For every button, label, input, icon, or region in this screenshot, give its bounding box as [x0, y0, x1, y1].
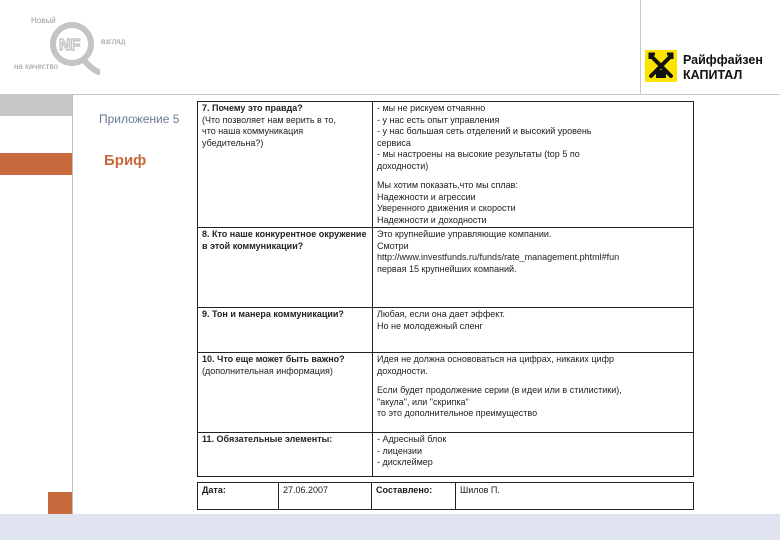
answer-cell	[373, 433, 694, 477]
header-vertical-divider	[640, 0, 641, 94]
spacer	[377, 377, 689, 385]
answer-line: Но не молодежный сленг	[377, 320, 483, 331]
raiffeisen-logo	[645, 50, 775, 90]
page-title: Бриф	[104, 152, 147, 169]
question-note: (Что позволяет нам верить в то,	[202, 114, 336, 125]
answer-line: первая 15 крупнейших компаний.	[377, 263, 517, 274]
question-cell	[198, 433, 373, 477]
question-note: убедительна?)	[202, 137, 264, 148]
answer-line: "акула", или "скрипка"	[377, 396, 469, 407]
answer-cell	[373, 102, 694, 228]
answer-line: Идея не должна основоваться на цифрах, никаких цифр	[377, 354, 614, 364]
table-row	[198, 483, 694, 510]
question-note: (дополнительная информация)	[202, 365, 333, 376]
answer-line: Если будет продолжение серии (в идеи или в стилистики),	[377, 385, 622, 395]
bottom-accent-bar	[48, 492, 72, 514]
raiffeisen-badge-icon	[645, 50, 677, 82]
answer-cell	[373, 308, 694, 353]
answer-line: - у нас есть опыт управления	[377, 114, 500, 125]
answer-line: доходности.	[377, 365, 428, 376]
answer-line: - лицензии	[377, 445, 422, 456]
logo-new-text: Новый	[31, 16, 56, 25]
logo-quality-text: на качество	[14, 62, 58, 71]
company-name-line1: Райффайзен	[683, 53, 763, 67]
answer-cell	[373, 353, 694, 433]
table-row	[198, 353, 694, 433]
answer-line: Смотри	[377, 240, 409, 251]
table-row	[198, 308, 694, 353]
table-row	[198, 433, 694, 477]
question-cell	[198, 228, 373, 308]
answer-link[interactable]: http://www.investfunds.ru/funds/rate_management.phtml#fun	[377, 252, 620, 262]
company-name-line2: КАПИТАЛ	[683, 68, 743, 82]
header-divider	[72, 94, 780, 95]
sidebar-grey-bar	[0, 94, 72, 116]
answer-line: Надежности и доходности	[377, 214, 487, 225]
appendix-label: Приложение 5	[99, 112, 180, 126]
answer-line: - у нас большая сеть отделений и высокий уровень	[377, 126, 592, 136]
answer-line: Это крупнейшие управляющие компании.	[377, 229, 552, 239]
question-cell	[198, 102, 373, 228]
answer-line: то это дополнительное преимущество	[377, 408, 538, 418]
answer-line: доходности)	[377, 160, 429, 171]
question-title: 8. Кто наше конкурентное окружение в этой коммуникации?	[202, 229, 367, 251]
question-cell	[198, 308, 373, 353]
question-title: 9. Тон и манера коммуникации?	[202, 309, 344, 319]
answer-line: - дисклеймер	[377, 457, 433, 467]
logo-letters: NF	[59, 37, 81, 54]
logo-look-text: взгляд	[101, 37, 126, 46]
answer-line: Надежности и агрессии	[377, 191, 476, 202]
author-label: Составлено:	[372, 483, 456, 510]
table-row	[198, 102, 694, 228]
question-title: 10. Что еще может быть важно?	[202, 354, 345, 364]
sidebar-accent-bar	[0, 153, 72, 175]
answer-line: - Адресный блок	[377, 434, 447, 444]
spacer	[377, 172, 689, 180]
table-row	[198, 228, 694, 308]
date-value: 27.06.2007	[279, 483, 372, 510]
answer-line: Любая, если она дает эффект.	[377, 309, 505, 319]
answer-cell	[373, 228, 694, 308]
answer-line: сервиса	[377, 137, 411, 148]
sidebar-divider	[72, 94, 73, 514]
author-value: Шилов П.	[456, 483, 694, 510]
question-note: что наша коммуникация	[202, 126, 304, 136]
bottom-band	[0, 514, 780, 540]
signature-table	[197, 482, 694, 510]
answer-line: Мы хотим показать,что мы сплав:	[377, 180, 518, 190]
brief-table	[197, 101, 694, 477]
answer-line: - мы не рискуем отчаянно	[377, 103, 486, 113]
question-cell	[198, 353, 373, 433]
nfq-logo-icon	[42, 20, 102, 80]
question-title: 7. Почему это правда?	[202, 103, 303, 113]
question-title: 11. Обязательные элементы:	[202, 434, 333, 444]
answer-line: Уверенного движения и скорости	[377, 203, 516, 213]
date-label: Дата:	[198, 483, 279, 510]
answer-line: - мы настроены на высокие результаты (top 5 по	[377, 149, 580, 159]
